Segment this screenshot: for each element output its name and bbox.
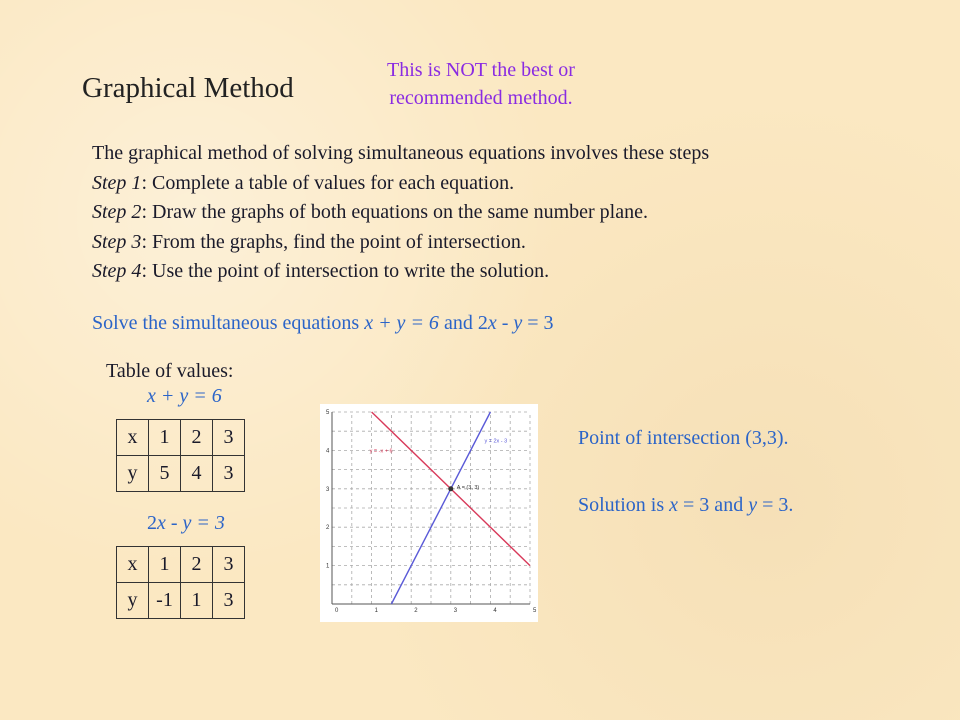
problem-prefix: Solve the simultaneous equations — [92, 312, 365, 334]
problem-eq2: x - y — [487, 312, 523, 334]
table-cell: 3 — [213, 583, 245, 619]
table-cell: 3 — [213, 420, 245, 456]
table-cell: x — [117, 420, 149, 456]
problem-eq1: x + y = 6 — [364, 312, 439, 334]
problem-suffix: = 3 — [522, 312, 554, 334]
step-label: Step 4 — [92, 260, 142, 282]
table-row — [117, 583, 245, 619]
step-label: Step 2 — [92, 201, 142, 223]
step-3 — [92, 228, 709, 258]
table2-equation — [147, 512, 225, 535]
step-1 — [92, 169, 709, 199]
table-cell: 3 — [213, 547, 245, 583]
step-2 — [92, 198, 709, 228]
table-of-values-label: Table of values: — [106, 360, 234, 382]
table1-equation — [147, 385, 222, 408]
step-text: : Complete a table of values for each equation. — [141, 171, 515, 194]
y-tick-label: 3 — [326, 486, 330, 493]
y-tick-label: 2 — [326, 525, 330, 532]
solution-text — [578, 494, 793, 517]
table-cell: y — [117, 456, 149, 492]
table-cell: 1 — [149, 547, 181, 583]
x-tick-label: 4 — [493, 608, 497, 614]
method-steps — [92, 139, 709, 287]
y-tick-label: 4 — [326, 448, 330, 455]
x-tick-label: 5 — [533, 608, 537, 614]
x-tick-label: 1 — [374, 608, 378, 614]
table1-equation-text: x + y = 6 — [147, 385, 222, 407]
warning-line-2: recommended method. — [389, 87, 573, 109]
point-label: A = (3, 3) — [456, 484, 480, 491]
step-4 — [92, 257, 709, 287]
table2-equation-text: x - y = 3 — [157, 512, 225, 534]
step-text: : Use the point of intersection to write the solution. — [141, 260, 550, 282]
warning-note — [356, 56, 606, 112]
table-cell: y — [117, 583, 149, 619]
solution-y: y — [748, 494, 758, 516]
line2-label: y = 2x - 3 — [484, 438, 508, 445]
table-cell: 2 — [181, 420, 213, 456]
warning-line-1: This is NOT the best or — [387, 59, 575, 81]
solution-x: x — [669, 494, 679, 516]
problem-joiner: and 2 — [438, 312, 488, 334]
table1 — [116, 419, 245, 492]
intersection-point — [448, 486, 453, 491]
step-text: : Draw the graphs of both equations on the same number plane. — [141, 201, 648, 223]
intersection-graph — [320, 404, 538, 622]
solution-suffix: = 3. — [757, 494, 794, 516]
intro-text: The graphical method of solving simultaneous equations involves these steps — [92, 142, 710, 164]
x-tick-label: 0 — [335, 608, 339, 614]
y-tick-label: 5 — [326, 410, 330, 416]
step-label: Step 1 — [92, 171, 142, 194]
problem-statement — [92, 312, 554, 335]
table-cell: 1 — [149, 420, 181, 456]
table-row — [117, 456, 245, 492]
table-cell: 2 — [181, 547, 213, 583]
graph-canvas — [320, 404, 538, 622]
solution-mid: = 3 and — [678, 494, 749, 516]
table-cell: x — [117, 547, 149, 583]
table-row — [117, 420, 245, 456]
solution-prefix: Solution is — [578, 494, 670, 516]
intersection-text: Point of intersection (3,3). — [578, 427, 789, 449]
table-cell: 3 — [213, 456, 245, 492]
line1-label: y = -x + 6 — [369, 448, 393, 455]
page-title: Graphical Method — [82, 72, 294, 104]
table-cell: 4 — [181, 456, 213, 492]
x-tick-label: 2 — [414, 608, 418, 614]
table-cell: 1 — [181, 583, 213, 619]
y-tick-label: 1 — [326, 563, 330, 570]
table-cell: 5 — [149, 456, 181, 492]
table-row — [117, 547, 245, 583]
step-label: Step 3 — [92, 230, 142, 253]
table2 — [116, 546, 245, 619]
table-cell: -1 — [149, 583, 181, 619]
step-text: : From the graphs, find the point of intersection. — [141, 230, 526, 253]
x-tick-label: 3 — [453, 608, 458, 614]
table2-equation-prefix: 2 — [147, 512, 157, 534]
